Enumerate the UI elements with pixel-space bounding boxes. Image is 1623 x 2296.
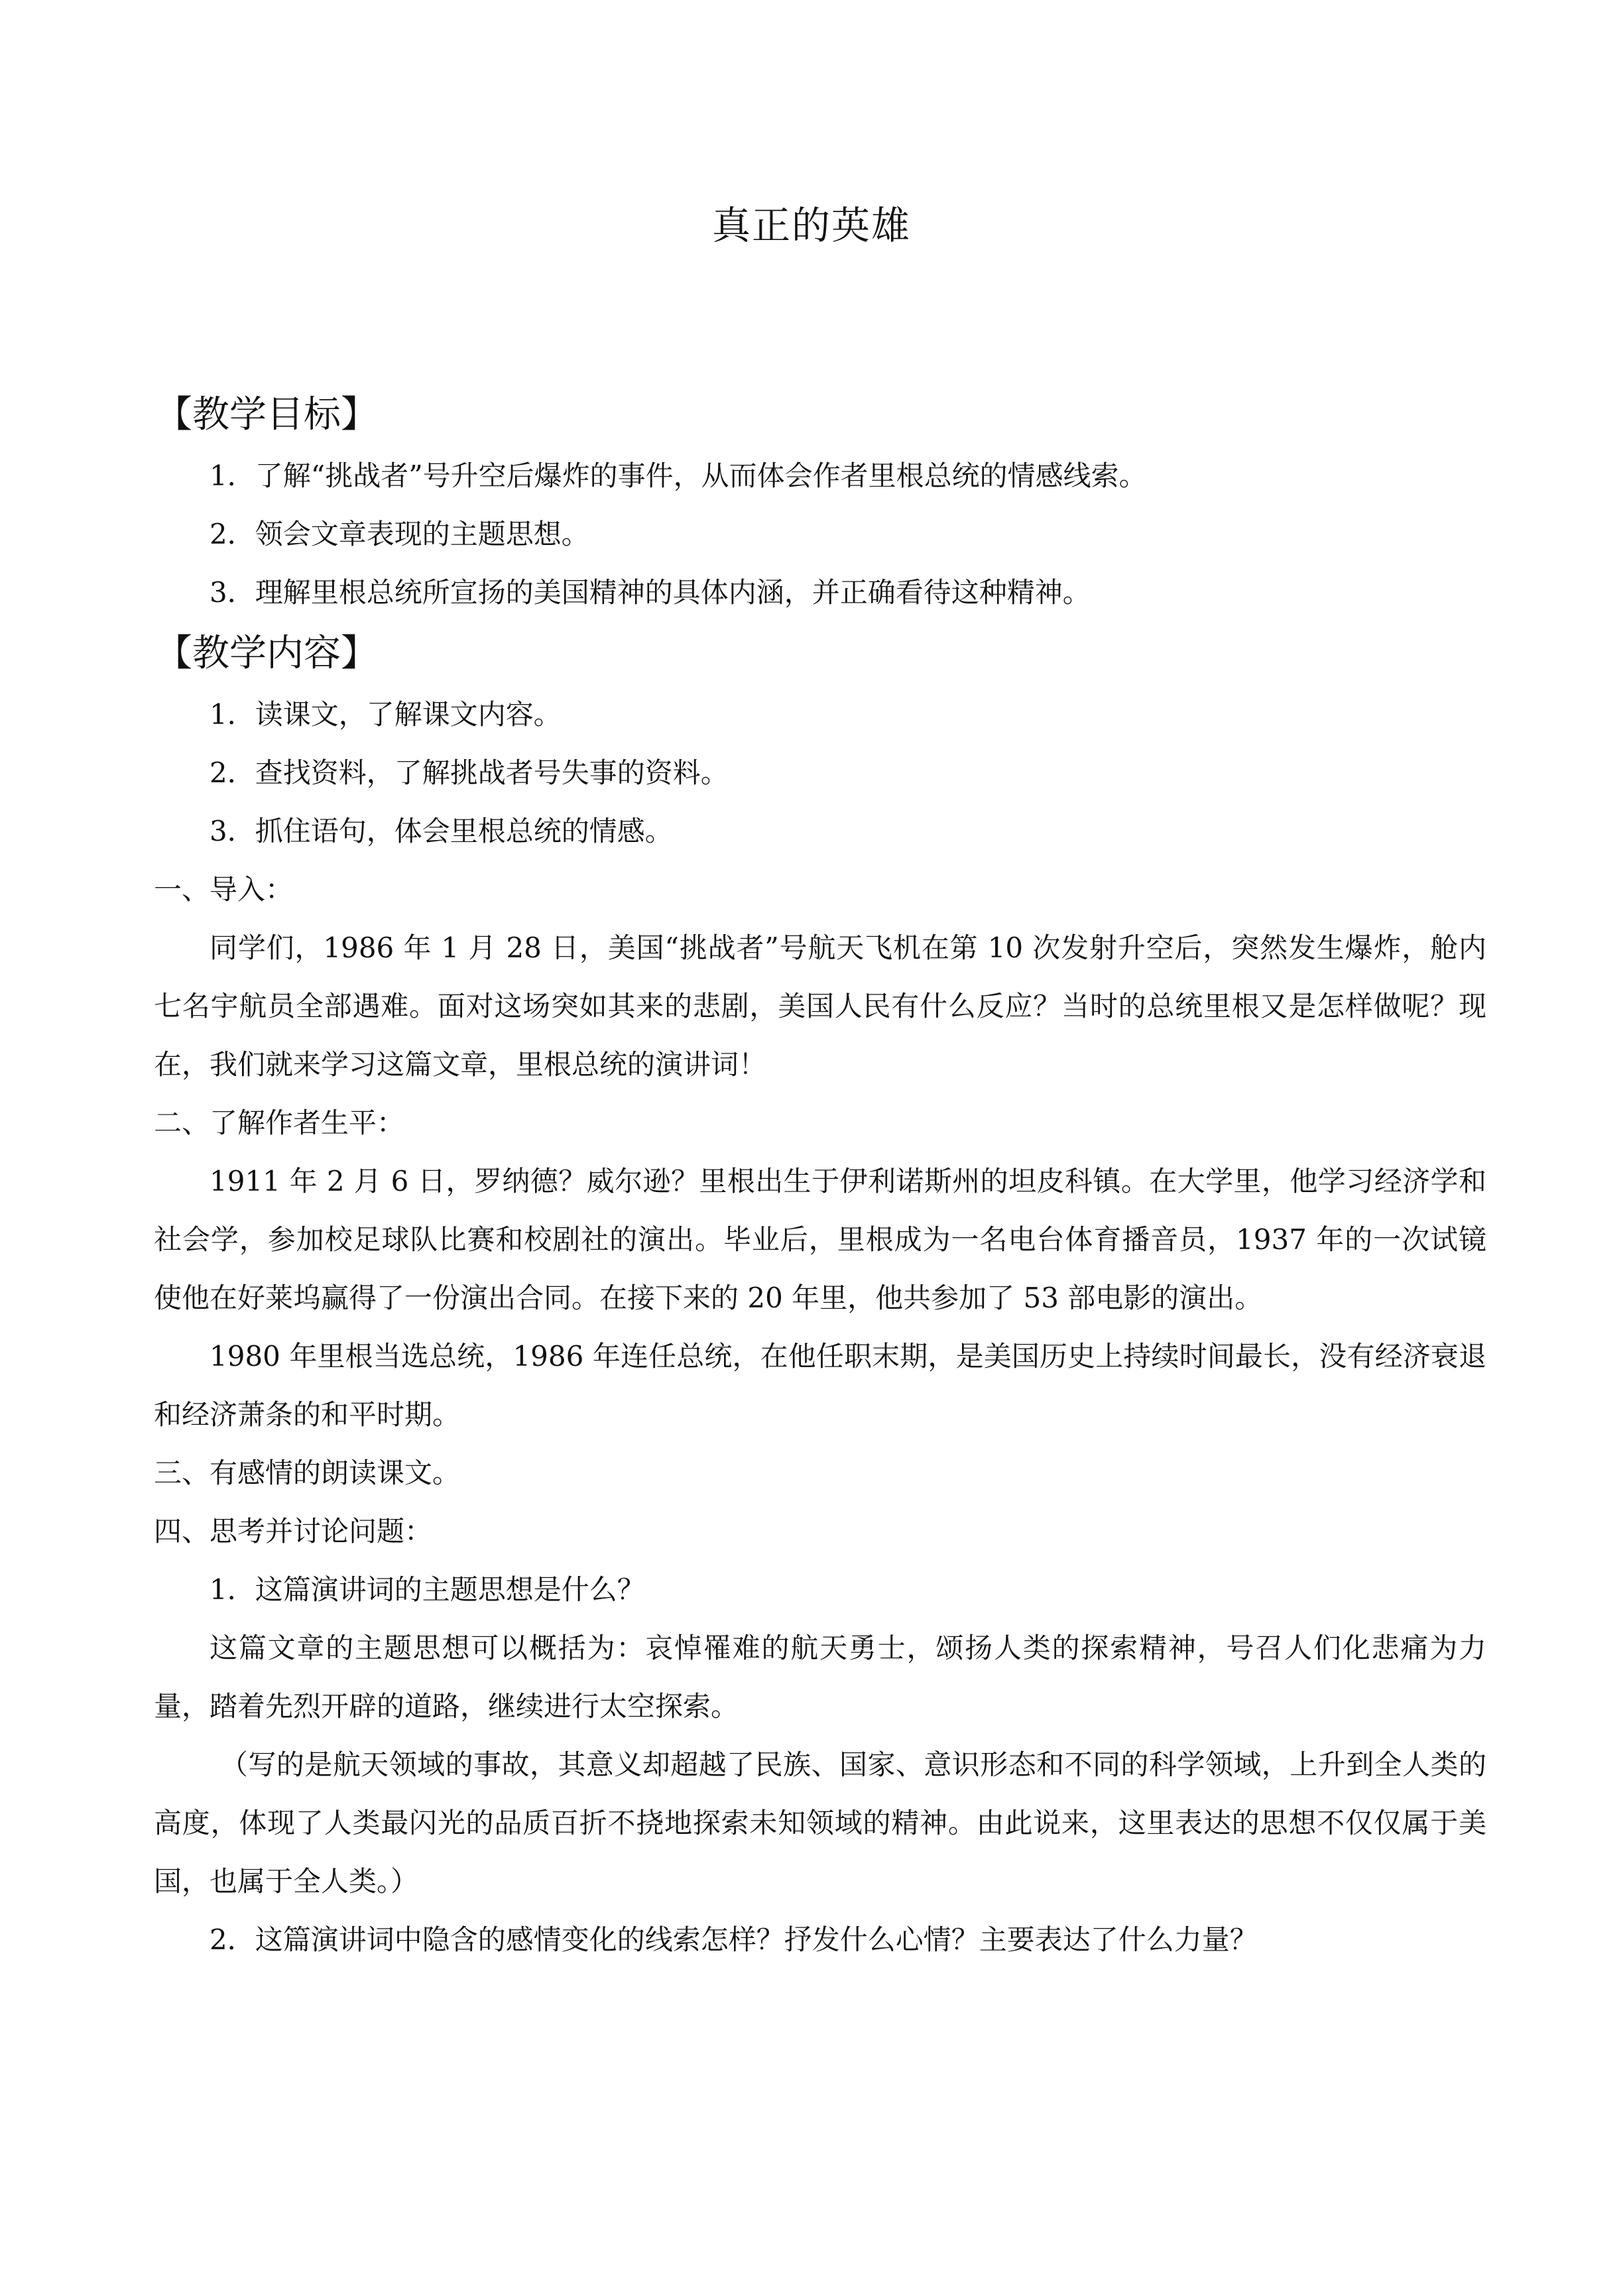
content-item-1: 1．读课文，了解课文内容。 <box>210 698 562 731</box>
objective-item-3: 3．理解里根总统所宣扬的美国精神的具体内涵，并正确看待这种精神。 <box>210 576 1091 609</box>
content-item-3: 3．抓住语句，体会里根总统的情感。 <box>210 815 673 847</box>
author-paragraph-2: 1980 年里根当选总统，1986 年连任总统，在他任职末期，是美国历史上持续时间最长，没有经济衰退和经济萧条的和平时期。 <box>154 1340 1486 1431</box>
intro-heading: 一、导入： <box>154 873 294 906</box>
page-title: 真正的英雄 <box>711 203 911 248</box>
document-body <box>154 383 1486 1969</box>
content-item-2: 2．查找资料，了解挑战者号失事的资料。 <box>210 756 729 789</box>
question-2: 2．这篇演讲词中隐含的感情变化的线索怎样？抒发什么心情？主要表达了什么力量？ <box>210 1923 1258 1956</box>
author-heading: 二、了解作者生平： <box>154 1107 405 1139</box>
question-1: 1．这篇演讲词的主题思想是什么？ <box>210 1573 645 1606</box>
intro-paragraph: 同学们，1986 年 1 月 28 日，美国“挑战者”号航天飞机在第 10 次发射升空后，突然发生爆炸，舱内七名宇航员全部遇难。面对这场突如其来的悲剧，美国人民有什么反应？当时的总统里根又是怎样做呢？现在，我们就来学习这篇文章，里根总统的演讲词！ <box>154 932 1486 1081</box>
answer-1: 这篇文章的主题思想可以概括为：哀悼罹难的航天勇士，颂扬人类的探索精神，号召人们化悲痛为力量，踏着先烈开辟的道路，继续进行太空探索。 <box>154 1632 1486 1722</box>
reading-heading: 三、有感情的朗读课文。 <box>154 1457 461 1489</box>
objective-item-2: 2．领会文章表现的主题思想。 <box>210 518 589 550</box>
objective-item-1: 1．了解“挑战者”号升空后爆炸的事件，从而体会作者里根总统的情感线索。 <box>210 459 1147 492</box>
teaching-objectives-heading: 【教学目标】 <box>155 393 378 436</box>
answer-1-note: （写的是航天领域的事故，其意义却超越了民族、国家、意识形态和不同的科学领域，上升到全人类的高度，体现了人类最闪光的品质百折不挠地探索未知领域的精神。由此说来，这里表达的思想不仅仅属于美国，也属于全人类。） <box>154 1748 1486 1898</box>
discussion-heading: 四、思考并讨论问题： <box>154 1515 433 1547</box>
teaching-content-heading: 【教学内容】 <box>155 632 378 675</box>
author-paragraph-1: 1911 年 2 月 6 日，罗纳德？威尔逊？里根出生于伊利诺斯州的坦皮科镇。在大学里，他学习经济学和社会学，参加校足球队比赛和校剧社的演出。毕业后，里根成为一名电台体育播音员，1937 年的一次试镜使他在好莱坞赢得了一份演出合同。在接下来的 20 年里，他共参加了 53 部电影的演出。 <box>154 1165 1486 1314</box>
